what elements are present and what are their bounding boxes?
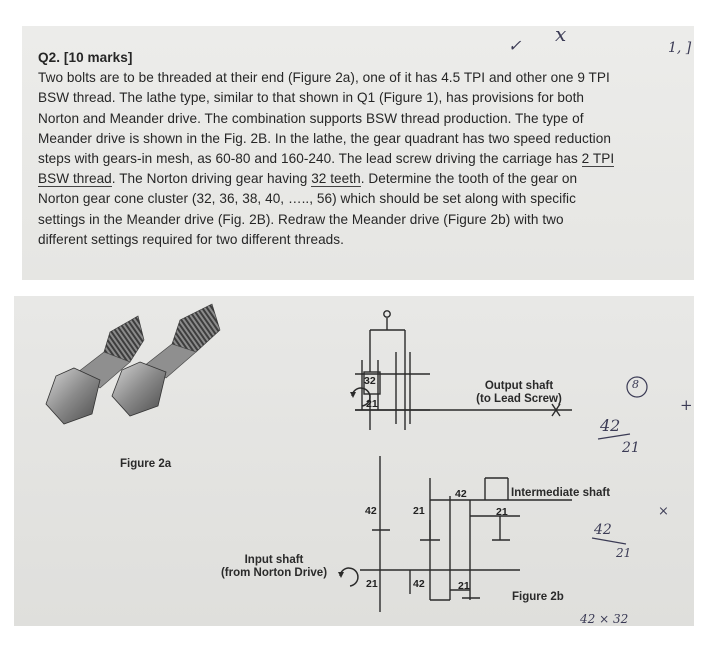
rotation-arrowhead-input [338,572,344,578]
handwritten-fraction-1-bottom: 21 [622,440,640,456]
input-shaft-sub: (from Norton Drive) [220,567,328,579]
handwritten-plus: + [680,396,693,414]
input-shaft-title: Input shaft [244,554,304,566]
question-line-2: BSW thread. The lathe type, similar to that shown in Q1 (Figure 1), has provisions for both [38,90,585,106]
handwritten-tick: ✓ [508,36,522,55]
figure-2a-caption: Figure 2a [120,458,172,470]
bsw-thread-text: BSW thread [38,171,112,187]
question-line-6-end: . Determine the tooth of the gear on [360,171,578,187]
gear-label-21-bottom: 21 [458,580,470,592]
rotation-arrow-input [340,568,358,586]
meander-drive [355,311,572,612]
question-line-1: Two bolts are to be threaded at their end (Figure 2a), one of it has 4.5 TPI and other one 9 TPI [38,70,610,86]
question-number-title: Q2. [10 marks] [38,50,133,65]
lead-screw-tpi: 2 TPI [581,151,615,167]
gear-label-42-inter: 42 [455,488,467,500]
question-line-8: settings in the Meander drive (Fig. 2B). Redraw the Meander drive (Figure 2b) with two [38,211,564,227]
gear-label-42-input: 42 [413,578,425,590]
handwritten-circle-mark: 8 [632,378,639,391]
question-line-4: Meander drive is shown in the Fig. 2B. In the lathe, the gear quadrant has two speed reduction [38,130,611,146]
figure-2b-caption: Figure 2b [512,591,564,603]
gear-label-32: 32 [364,375,376,387]
question-line-6-mid: . The Norton driving gear having [111,171,312,187]
fraction-bar-2 [592,538,626,544]
question-line-3: Norton and Meander drive. The combination supports BSW thread production. The type of [38,110,584,126]
gear-label-21-mid: 21 [413,505,425,517]
gear-label-42-left: 42 [365,505,377,517]
handwritten-fraction-1-top: 42 [600,416,621,435]
input-shaft-label [214,554,334,580]
gear-label-21-inter: 21 [496,506,508,518]
norton-teeth-text: 32 teeth [311,171,361,187]
question-line-9: different settings required for two different threads. [38,231,344,247]
question-line-7: Norton gear cone cluster (32, 36, 38, 40, ….., 56) which should be set along with specific [38,191,576,207]
question-line-5-text: steps with gears-in mesh, as 60-80 and 160-240. The lead screw driving the carriage has [38,151,582,167]
output-shaft-title: Output shaft [484,380,554,392]
handwritten-times: × [658,504,669,519]
handwritten-fraction-2-top: 42 [594,522,612,538]
handwritten-x: x [555,22,567,46]
gear-label-21-input: 21 [366,578,378,590]
handwritten-right-mark: 1, ] [668,40,692,56]
handwritten-fraction-2-bottom: 21 [616,546,632,560]
output-shaft-sub: (to Lead Screw) [476,393,562,405]
gear-label-21-top: 21 [366,398,378,410]
rotation-arrowhead-top [350,392,356,398]
handwritten-product: 42 × 32 [580,612,629,626]
intermediate-shaft-label: Intermediate shaft [511,487,611,499]
output-shaft-label [474,380,564,406]
